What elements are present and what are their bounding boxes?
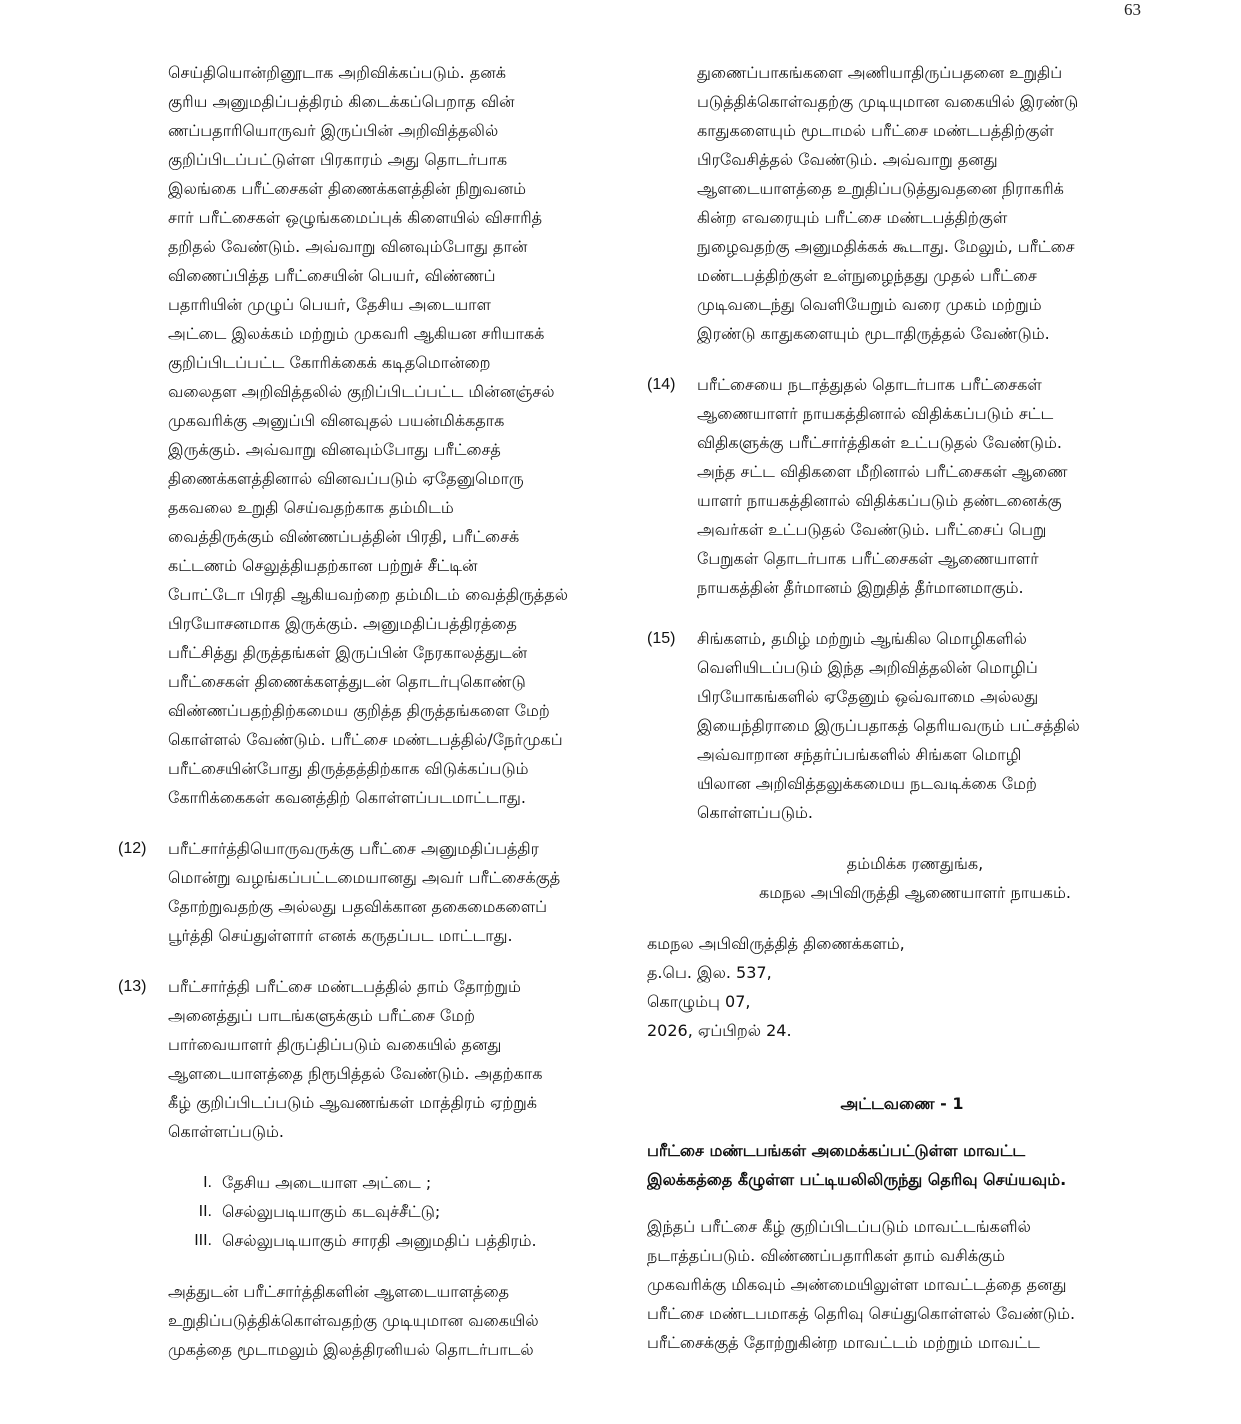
text-line: காதுகளையும் மூடாமல் பரீட்சை மண்டபத்திற்குள் (697, 121, 1054, 140)
text-line: உறுதிப்படுத்திக்கொள்வதற்கு முடியுமான வகையில் (168, 1311, 539, 1330)
identity-paragraph (118, 1277, 614, 1364)
clause-number: (14) (647, 376, 676, 393)
text-line: பார்வையாளர் திருப்திப்படும் வகையில் தனது (168, 1035, 502, 1054)
text-line: துணைப்பாகங்களை அணியாதிருப்பதனை உறுதிப் (697, 63, 1063, 82)
text-line: கொள்ளப்படும். (697, 803, 813, 822)
text-line: போட்டோ பிரதி ஆகியவற்றை தம்மிடம் வைத்திருத்தல் (168, 585, 569, 604)
signatory-name: தம்மிக்க ரணதுங்க, (846, 854, 984, 873)
list-item (184, 1197, 614, 1226)
text-line: இரண்டு காதுகளையும் மூடாதிருத்தல் வேண்டும். (697, 324, 1050, 343)
text-line: பரீட்சார்த்தியொருவருக்கு பரீட்சை அனுமதிப்பத்திர (168, 839, 539, 858)
text-line: 2026, ஏப்பிறல் 24. (647, 1021, 792, 1040)
text-line: நடாத்தப்படும். விண்ணப்பதாரிகள் தாம் வசிக்கும் (647, 1246, 1005, 1265)
text-line: பேறுகள் தொடர்பாக பரீட்சைகள் ஆணையாளர் (697, 549, 1039, 568)
clause-14 (647, 370, 1143, 602)
text-line: முகவரிக்கு அனுப்பி வினவுதல் பயன்மிக்கதாக (168, 411, 505, 430)
text-line: பிரயோகங்களில் ஏதேனும் ஒவ்வாமை அல்லது (697, 687, 1039, 706)
list-text: தேசிய அடையாள அட்டை ; (222, 1173, 432, 1192)
text-line: குறிப்பிடப்பட்ட கோரிக்கைக் கடிதமொன்றை (168, 353, 491, 372)
text-line: பூர்த்தி செய்துள்ளார் எனக் கருதப்பட மாட்டாது. (168, 926, 513, 945)
text-line: பதாரியின் முழுப் பெயர், தேசிய அடையாள (168, 295, 491, 314)
schedule-body (647, 1212, 1143, 1357)
address-block (647, 929, 1143, 1045)
clause-15 (647, 624, 1143, 827)
text-line: பரீட்சையின்போது திருத்தத்திற்காக விடுக்கப்படும் (168, 759, 529, 778)
text-line: முகத்தை மூடாமலும் இலத்திரனியல் தொடர்பாடல் (168, 1340, 534, 1359)
text-line: பரீட்சித்து திருத்தங்கள் இருப்பின் நேரகாலத்துடன் (168, 643, 528, 662)
schedule-heading (647, 1136, 1143, 1194)
list-number: I. (203, 1174, 212, 1191)
text-line: கீழ் குறிப்பிடப்படும் ஆவணங்கள் மாத்திரம் ஏற்றுக் (168, 1093, 537, 1112)
text-line: கின்ற எவரையும் பரீட்சை மண்டபத்திற்குள் (697, 208, 1008, 227)
text-line: அவர்கள் உட்படுதல் வேண்டும். பரீட்சைப் பெறு (697, 520, 1047, 539)
text-line: கொள்ளல் வேண்டும். பரீட்சை மண்டபத்தில்/நேர்முகப் (168, 730, 563, 749)
accepted-documents-list (118, 1168, 614, 1255)
text-line: பரீட்சை மண்டபங்கள் அமைக்கப்பட்டுள்ள மாவட்ட (647, 1141, 1026, 1160)
text-line: ணப்பதாரியொருவர் இருப்பின் அறிவித்தலில் (168, 121, 499, 140)
text-line: முகவரிக்கு மிகவும் அண்மையிலுள்ள மாவட்டத்தை தனது (647, 1275, 1067, 1294)
text-line: வலைதள அறிவித்தலில் குறிப்பிடப்பட்ட மின்னஞ்சல் (168, 382, 555, 401)
list-item (184, 1226, 614, 1255)
clause-text (697, 370, 1143, 602)
clause-number: (13) (118, 978, 147, 995)
text-line: பரீட்சை மண்டபமாகத் தெரிவு செய்துகொள்ளல் வேண்டும். (647, 1304, 1076, 1323)
list-number: II. (198, 1203, 212, 1220)
clause-text (168, 972, 614, 1146)
text-line: மண்டபத்திற்குள் உள்நுழைந்தது முதல் பரீட்சை (697, 266, 1037, 285)
intro-paragraph (118, 58, 614, 812)
text-line: படுத்திக்கொள்வதற்கு முடியுமான வகையில் இரண்டு (697, 92, 1079, 111)
text-line: ஆணையாளர் நாயகத்தினால் விதிக்கப்படும் சட்ட (697, 404, 1054, 423)
text-line: விதிகளுக்கு பரீட்சார்த்திகள் உட்படுதல் வேண்டும். (697, 433, 1062, 452)
signature-block (647, 849, 1143, 907)
text-line: கமநல அபிவிருத்தித் திணைக்களம், (647, 934, 905, 953)
left-column (118, 58, 614, 1364)
text-line: பிரவேசித்தல் வேண்டும். அவ்வாறு தனது (697, 150, 998, 169)
text-line: கொழும்பு 07, (647, 992, 751, 1011)
text-line: இயைந்திராமை இருப்பதாகத் தெரியவரும் பட்சத்தில் (697, 716, 1080, 735)
text-line: குரிய அனுமதிப்பத்திரம் கிடைக்கப்பெறாத வின் (168, 92, 515, 111)
clause-text (168, 834, 614, 950)
text-line: கட்டணம் செலுத்தியதற்கான பற்றுச் சீட்டின் (168, 556, 478, 575)
continuation-paragraph (647, 58, 1143, 348)
text-line: வெளியிடப்படும் இந்த அறிவித்தலின் மொழிப் (697, 658, 1038, 677)
list-item (184, 1168, 614, 1197)
text-line: ஆளடையாளத்தை உறுதிப்படுத்துவதனை நிராகரிக் (697, 179, 1064, 198)
text-line: நாயகத்தின் தீர்மானம் இறுதித் தீர்மானமாகும். (697, 578, 1024, 597)
text-line: சார் பரீட்சைகள் ஒழுங்கமைப்புக் கிளையில் விசாரித் (168, 208, 543, 227)
text-line: விண்ணப்பதற்திற்கமைய குறித்த திருத்தங்களை மேற் (168, 701, 550, 720)
text-line: விணைப்பித்த பரீட்சையின் பெயர், விண்ணப் (168, 266, 496, 285)
text-line: அவ்வாறான சந்தர்ப்பங்களில் சிங்கள மொழி (697, 745, 1022, 764)
text-line: திணைக்களத்தினால் வினவப்படும் ஏதேனுமொரு (168, 469, 524, 488)
text-line: தறிதல் வேண்டும். அவ்வாறு வினவும்போது தான் (168, 237, 528, 256)
text-line: இலக்கத்தை கீழுள்ள பட்டியலிலிருந்து தெரிவு செய்யவும். (647, 1170, 1067, 1189)
text-line: இந்தப் பரீட்சை கீழ் குறிப்பிடப்படும் மாவட்டங்களில் (647, 1217, 1031, 1236)
text-line: வைத்திருக்கும் விண்ணப்பத்தின் பிரதி, பரீட்சைக் (168, 527, 520, 546)
clause-number: (15) (647, 630, 676, 647)
text-line: குறிப்பிடப்பட்டுள்ள பிரகாரம் அது தொடர்பாக (168, 150, 508, 169)
text-line: நுழைவதற்கு அனுமதிக்கக் கூடாது. மேலும், பரீட்சை (697, 237, 1075, 256)
text-line: பரீட்சார்த்தி பரீட்சை மண்டபத்தில் தாம் தோற்றும் (168, 977, 521, 996)
text-line: பரீட்சையை நடாத்துதல் தொடர்பாக பரீட்சைகள் (697, 375, 1042, 394)
list-text: செல்லுபடியாகும் கடவுச்சீட்டு; (222, 1202, 441, 1221)
clause-13 (118, 972, 614, 1146)
clause-number: (12) (118, 840, 147, 857)
page-number: 63 (1124, 0, 1141, 19)
text-line: முடிவடைந்து வெளியேறும் வரை முகம் மற்றும் (697, 295, 1042, 314)
text-line: அந்த சட்ட விதிகளை மீறினால் பரீட்சைகள் ஆணை (697, 462, 1068, 481)
list-text: செல்லுபடியாகும் சாரதி அனுமதிப் பத்திரம். (222, 1231, 537, 1250)
clause-12 (118, 834, 614, 950)
text-line: யாளர் நாயகத்தினால் விதிக்கப்படும் தண்டனைக்கு (697, 491, 1062, 510)
clause-text (697, 624, 1143, 827)
text-line: அத்துடன் பரீட்சார்த்திகளின் ஆளடையாளத்தை (168, 1282, 509, 1301)
text-line: த.பெ. இல. 537, (647, 963, 772, 982)
text-line: தோற்றுவதற்கு அல்லது பதவிக்கான தகைமைகளைப் (168, 897, 548, 916)
text-line: இருக்கும். அவ்வாறு வினவும்போது பரீட்சைத் (168, 440, 501, 459)
right-column (647, 58, 1143, 1357)
text-line: சிங்களம், தமிழ் மற்றும் ஆங்கில மொழிகளில் (697, 629, 1027, 648)
text-line: தகவலை உறுதி செய்வதற்காக தம்மிடம் (168, 498, 454, 517)
text-line: பரீட்சைகள் திணைக்களத்துடன் தொடர்புகொண்டு (168, 672, 526, 691)
signatory-title: கமநல அபிவிருத்தி ஆணையாளர் நாயகம். (759, 883, 1071, 902)
text-line: செய்தியொன்றினூடாக அறிவிக்கப்படும். தனக் (168, 63, 506, 82)
text-line: பரீட்சைக்குத் தோற்றுகின்ற மாவட்டம் மற்றும் மாவட்ட (647, 1333, 1040, 1352)
text-line: இலங்கை பரீட்சைகள் திணைக்களத்தின் நிறுவனம் (168, 179, 526, 198)
text-line: ஆளடையாளத்தை நிரூபித்தல் வேண்டும். அதற்காக (168, 1064, 543, 1083)
text-line: யிலான அறிவித்தலுக்கமைய நடவடிக்கை மேற் (697, 774, 1037, 793)
text-line: மொன்று வழங்கப்பட்டமையானது அவர் பரீட்சைக்குத் (168, 868, 561, 887)
schedule-title: அட்டவணை - 1 (840, 1094, 964, 1113)
list-number: III. (194, 1232, 212, 1249)
text-line: கொள்ளப்படும். (168, 1122, 284, 1141)
text-line: கோரிக்கைகள் கவனத்திற் கொள்ளப்படமாட்டாது. (168, 788, 526, 807)
text-line: அனைத்துப் பாடங்களுக்கும் பரீட்சை மேற் (168, 1006, 476, 1025)
text-line: பிரயோசனமாக இருக்கும். அனுமதிப்பத்திரத்தை (168, 614, 517, 633)
text-line: அட்டை இலக்கம் மற்றும் முகவரி ஆகியன சரியாகக் (168, 324, 545, 343)
